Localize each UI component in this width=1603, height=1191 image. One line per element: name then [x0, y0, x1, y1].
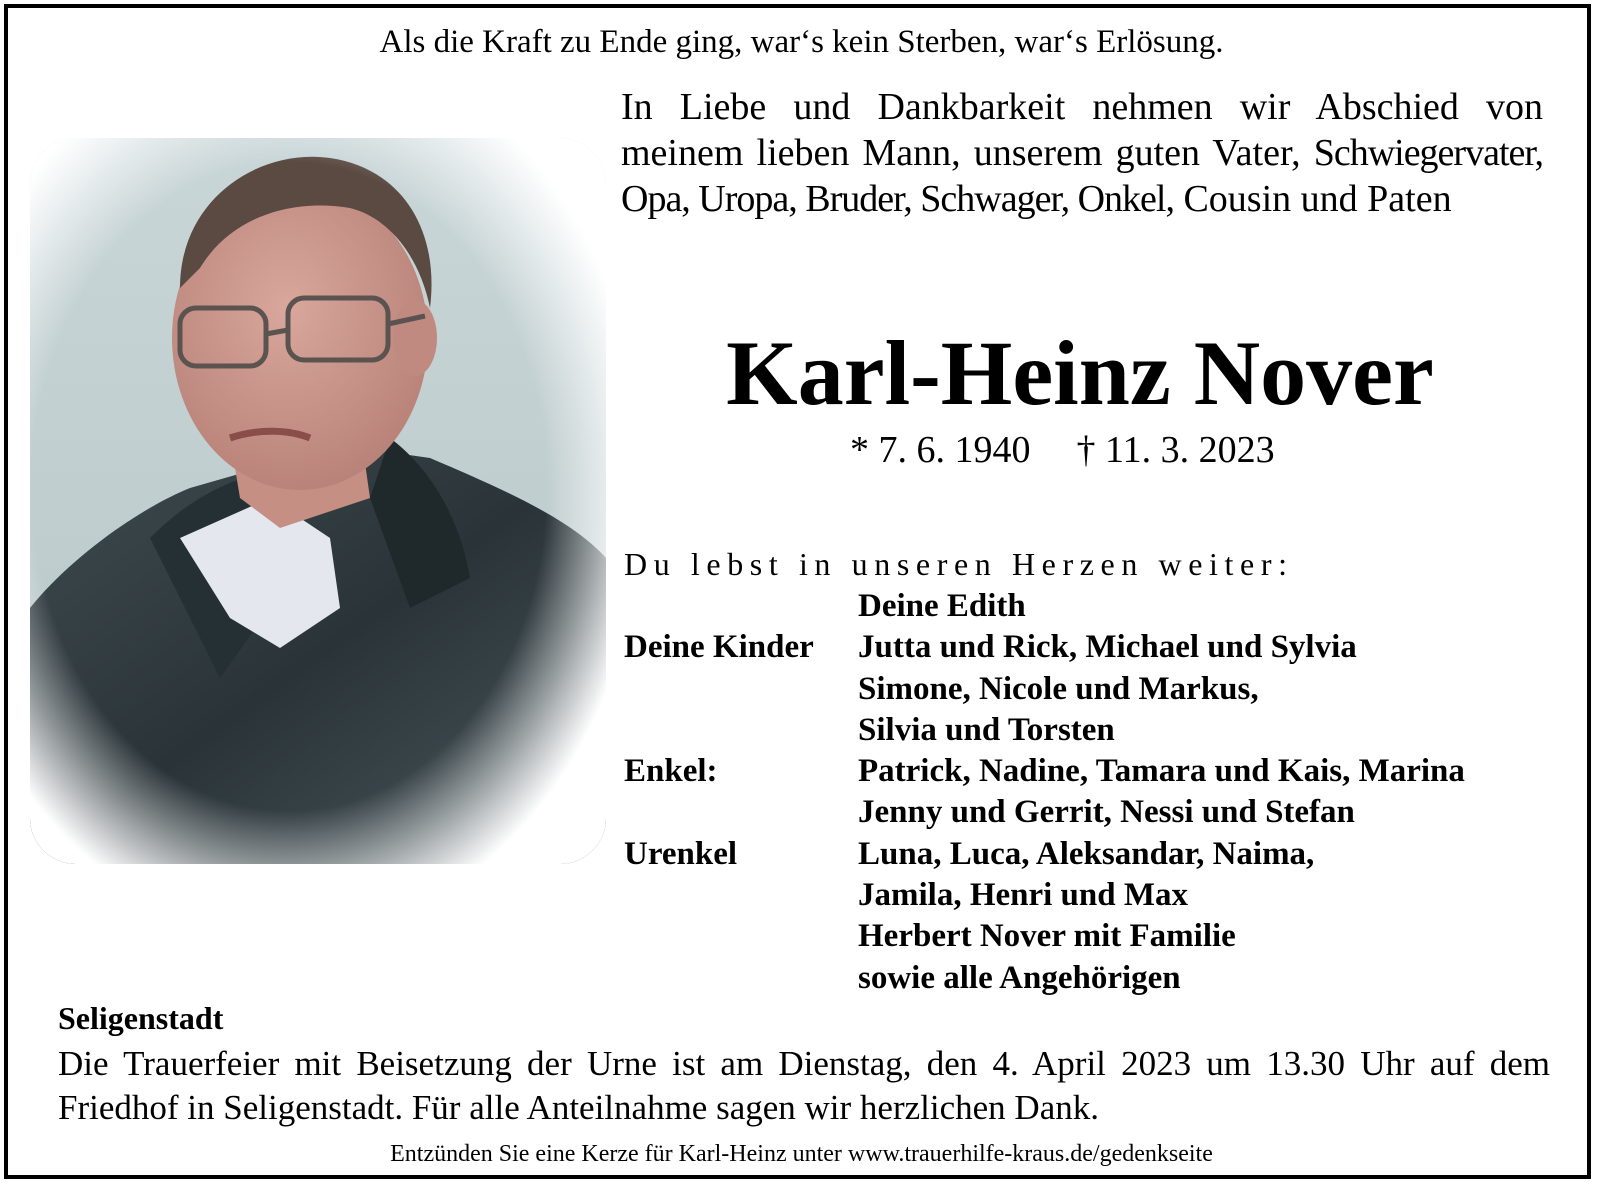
portrait-illustration: [30, 138, 606, 864]
family-label: [624, 586, 858, 627]
family-names: Jenny und Gerrit, Nessi und Stefan: [858, 794, 1355, 831]
life-dates: [850, 427, 1275, 473]
family-names: Simone, Nicole und Markus,: [858, 670, 1259, 707]
family-names: Jutta und Rick, Michael und Sylvia: [858, 629, 1357, 666]
family-row: [624, 958, 1465, 999]
family-names: Jamila, Henri und Max: [858, 877, 1189, 914]
footer-note: Entzünden Sie eine Kerze für Karl-Heinz unter www.trauerhilfe-kraus.de/gedenkseite: [390, 1141, 1213, 1167]
intro-line: In Liebe und Dankbarkeit nehmen wir Abschied von: [621, 86, 1543, 128]
place-heading: Seligenstadt: [58, 1000, 224, 1036]
intro-line: Schwiegervater, Opa, Uropa, Bruder, Schwager, Onkel,: [621, 132, 1543, 220]
deceased-name: Karl-Heinz Nover: [726, 322, 1434, 424]
family-label: Deine Kinder: [624, 629, 814, 666]
family-label: [624, 792, 858, 833]
family-label: [624, 916, 858, 957]
herzen-line: Du lebst in unseren Herzen weiter:: [624, 546, 1294, 582]
family-row: [624, 669, 1465, 710]
family-label: [624, 958, 858, 999]
family-row: [624, 751, 1465, 792]
family-names: sowie alle Angehörigen: [858, 959, 1181, 996]
family-row: [624, 627, 1465, 668]
portrait-photo: [30, 138, 606, 864]
family-names: Patrick, Nadine, Tamara und Kais, Marina: [858, 753, 1465, 790]
family-row: [624, 792, 1465, 833]
family-label: [624, 710, 858, 751]
family-names: Luna, Luca, Aleksandar, Naima,: [858, 835, 1315, 872]
intro-text: [621, 84, 1543, 222]
family-label: [624, 875, 858, 916]
birth-date: * 7. 6. 1940: [850, 429, 1031, 471]
intro-line: Cousin und Paten: [1183, 178, 1452, 220]
family-row: [624, 875, 1465, 916]
family-row: [624, 834, 1465, 875]
death-date: † 11. 3. 2023: [1076, 429, 1275, 471]
intro-line: meinem lieben Mann, unserem guten Vater,: [621, 132, 1301, 174]
family-names: Deine Edith: [858, 588, 1026, 624]
family-names: Herbert Nover mit Familie: [858, 918, 1236, 955]
family-names: Silvia und Torsten: [858, 711, 1115, 748]
family-label: [624, 669, 858, 710]
motto-verse: Als die Kraft zu Ende ging, war‘s kein Sterben, war‘s Erlösung.: [379, 24, 1224, 60]
family-label: Enkel:: [624, 753, 718, 790]
family-row: [624, 916, 1465, 957]
family-list: [624, 586, 1465, 999]
family-row: [624, 710, 1465, 751]
family-label: Urenkel: [624, 835, 738, 872]
service-info: Die Trauerfeier mit Beisetzung der Urne ist am Dienstag, den 4. April 2023 um 13.30 Uhr auf dem Friedhof in Seligenstadt. Für alle Anteilnahme sagen wir herzlichen Dank.: [58, 1044, 1550, 1127]
family-row: [624, 586, 1465, 627]
